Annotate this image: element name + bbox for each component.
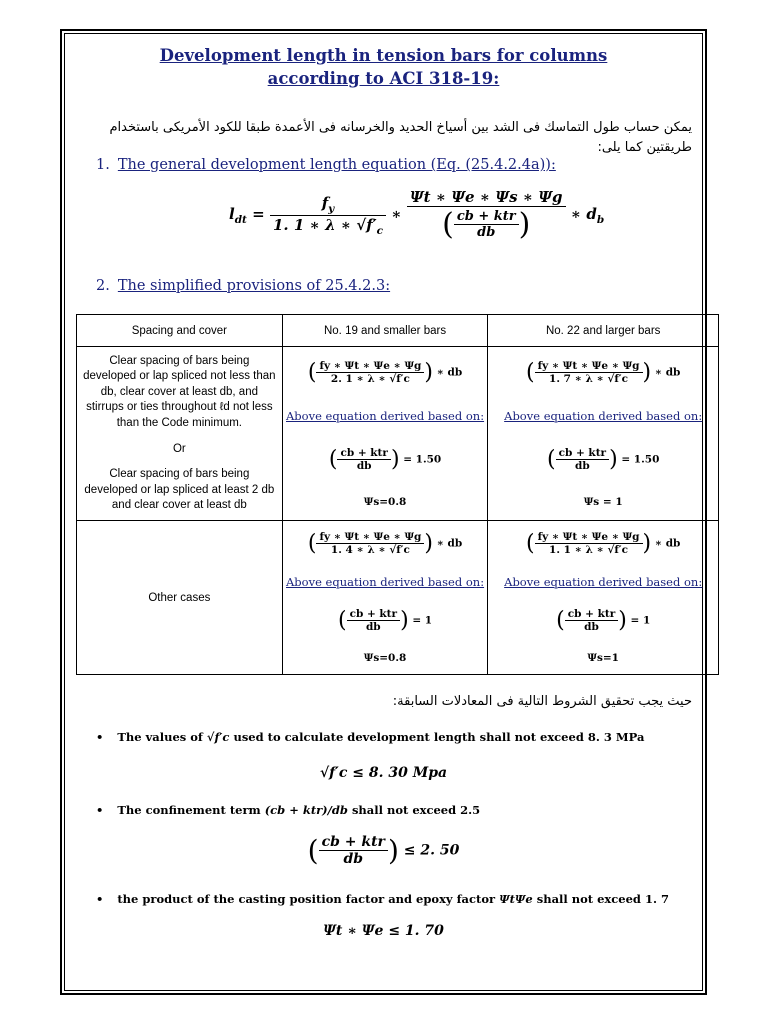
header-spacing-cover: Spacing and cover [77, 315, 283, 347]
row1-col2-derived-label: Above equation derived based on: [504, 408, 703, 423]
row2-col2-derived-label: Above equation derived based on: [504, 575, 703, 589]
limit-psi-product: Ψt ∗ Ψe ≤ 1. 70 [323, 923, 444, 939]
general-equation: $l_{dt}$ = $\frac{f_y}{1. 1 ∗ \lambda ∗ √f'_c}$ ∗ Ψt ∗ Ψe ∗ Ψs ∗ Ψg ( $\frac{\text{cb + ktr}}{db}$ ) ∗ $d_b$ [229, 188, 605, 242]
bullet-psi-product-limit: • the product of the casting position factor and epoxy factor ΨtΨe shall not exceed 1. 7 [96, 892, 669, 906]
bullet-3-symbol: ΨtΨe [499, 892, 533, 906]
method-1-number: 1. [96, 157, 110, 173]
row2-col1-derived-label: Above equation derived based on: [286, 575, 485, 589]
method-2-heading [96, 278, 390, 294]
conditions-arabic-text: حيث يجب تحقيق الشروط التالية فى المعادلات السابقة: [392, 694, 692, 709]
table-row-2 [77, 521, 719, 675]
row2-col1-equation: ( $\frac{fy ∗ \Psi t ∗ \Psi e ∗ \Psi g}{1. 4 ∗ \lambda ∗ √f'c}$ ) ∗ db [307, 531, 463, 556]
row1-no19-cell [282, 347, 488, 521]
row1-no22-cell [488, 347, 719, 521]
row1-condition-a: Clear spacing of bars being developed or lap spliced not less than db, clear cover at least db, and stirrups or ties throughout ℓd not less than the Code minimum. [83, 354, 276, 429]
row1-col1-derived-label: Above equation derived based on: [286, 408, 485, 423]
title-line-1: Development length in tension bars for columns [159, 46, 608, 65]
limit-fc: √f′c ≤ 8. 30 Mpa [319, 765, 448, 781]
table-row-1 [77, 347, 719, 521]
row1-condition-b: Clear spacing of bars being developed or lap spliced at least 2 db and clear cover at least db [84, 468, 275, 511]
row1-condition-cell [77, 347, 283, 521]
row2-col2-confinement: ( $\frac{\text{cb + ktr}}{db}$ ) = 1 [556, 608, 651, 633]
header-no19-smaller: No. 19 and smaller bars [282, 315, 488, 347]
title-line-2: according to ACI 318-19: [267, 69, 500, 88]
limit-confinement: ( $\frac{\text{cb + ktr}}{db}$ ) ≤ 2. 50 [307, 834, 460, 867]
row2-col1-confinement: ( $\frac{\text{cb + ktr}}{db}$ ) = 1 [337, 608, 433, 633]
bullet-2-symbol: (cb + ktr)/db [264, 803, 348, 817]
row1-col2-equation: ( $\frac{fy ∗ \Psi t ∗ \Psi e ∗ \Psi g}{1. 7 ∗ \lambda ∗ √f'c}$ ) ∗ db [525, 359, 681, 385]
method-1-heading [96, 157, 556, 173]
eq-fraction-2: Ψt ∗ Ψe ∗ Ψs ∗ Ψg ( $\frac{\text{cb + ktr}}{db}$ ) [407, 188, 566, 242]
intro-arabic-text: يمكن حساب طول التماسك فى الشد بين أسياخ الحديد والخرسانه فى الأعمدة طبقا للكود الأمريكى باستخدام طريقتين كما يلى: [109, 120, 692, 155]
eq-lhs: $l_{dt}$ [229, 205, 247, 226]
row2-col1-psi-s: Ψs=0.8 [363, 652, 407, 664]
eq-fraction-1: $\frac{f_y}{1. 1 ∗ \lambda ∗ √f'_c}$ [270, 194, 386, 237]
row2-col2-psi-s: Ψs=1 [587, 652, 619, 664]
row1-col1-psi-s: Ψs=0.8 [363, 495, 407, 508]
bullet-1-symbol: √f′c [206, 730, 230, 744]
table-header-row [77, 315, 719, 347]
method-2-number: 2. [96, 278, 110, 294]
row2-col2-equation: ( $\frac{fy ∗ \Psi t ∗ \Psi e ∗ \Psi g}{1. 1 ∗ \lambda ∗ √f'c}$ ) ∗ db [525, 531, 681, 556]
row1-col2-confinement: ( $\frac{\text{cb + ktr}}{db}$ ) = 1.50 [546, 446, 660, 472]
eq-tail: ∗ $d_b$ [570, 205, 605, 226]
row2-condition-cell: Other cases [77, 521, 283, 675]
method-2-label: The simplified provisions of 25.4.2.3: [117, 278, 391, 294]
row1-col1-confinement: ( $\frac{\text{cb + ktr}}{db}$ ) = 1.50 [328, 446, 442, 472]
page-title [64, 44, 703, 90]
simplified-provisions-table [76, 314, 719, 675]
method-1-label: The general development length equation (Eq. (25.4.2.4a)): [117, 157, 556, 173]
row1-col2-psi-s: Ψs = 1 [583, 495, 623, 508]
row1-col1-equation: ( $\frac{fy ∗ \Psi t ∗ \Psi e ∗ \Psi g}{2. 1 ∗ \lambda ∗ √f'c}$ ) ∗ db [307, 359, 463, 385]
row2-no22-cell [488, 521, 719, 675]
row2-no19-cell [282, 521, 488, 675]
header-no22-larger: No. 22 and larger bars [488, 315, 719, 347]
row1-or: Or [172, 443, 186, 455]
bullet-confinement-limit: • The confinement term (cb + ktr)/db shall not exceed 2.5 [96, 803, 481, 817]
bullet-fc-limit: • The values of √f′c used to calculate development length shall not exceed 8. 3 MPa [96, 730, 645, 744]
